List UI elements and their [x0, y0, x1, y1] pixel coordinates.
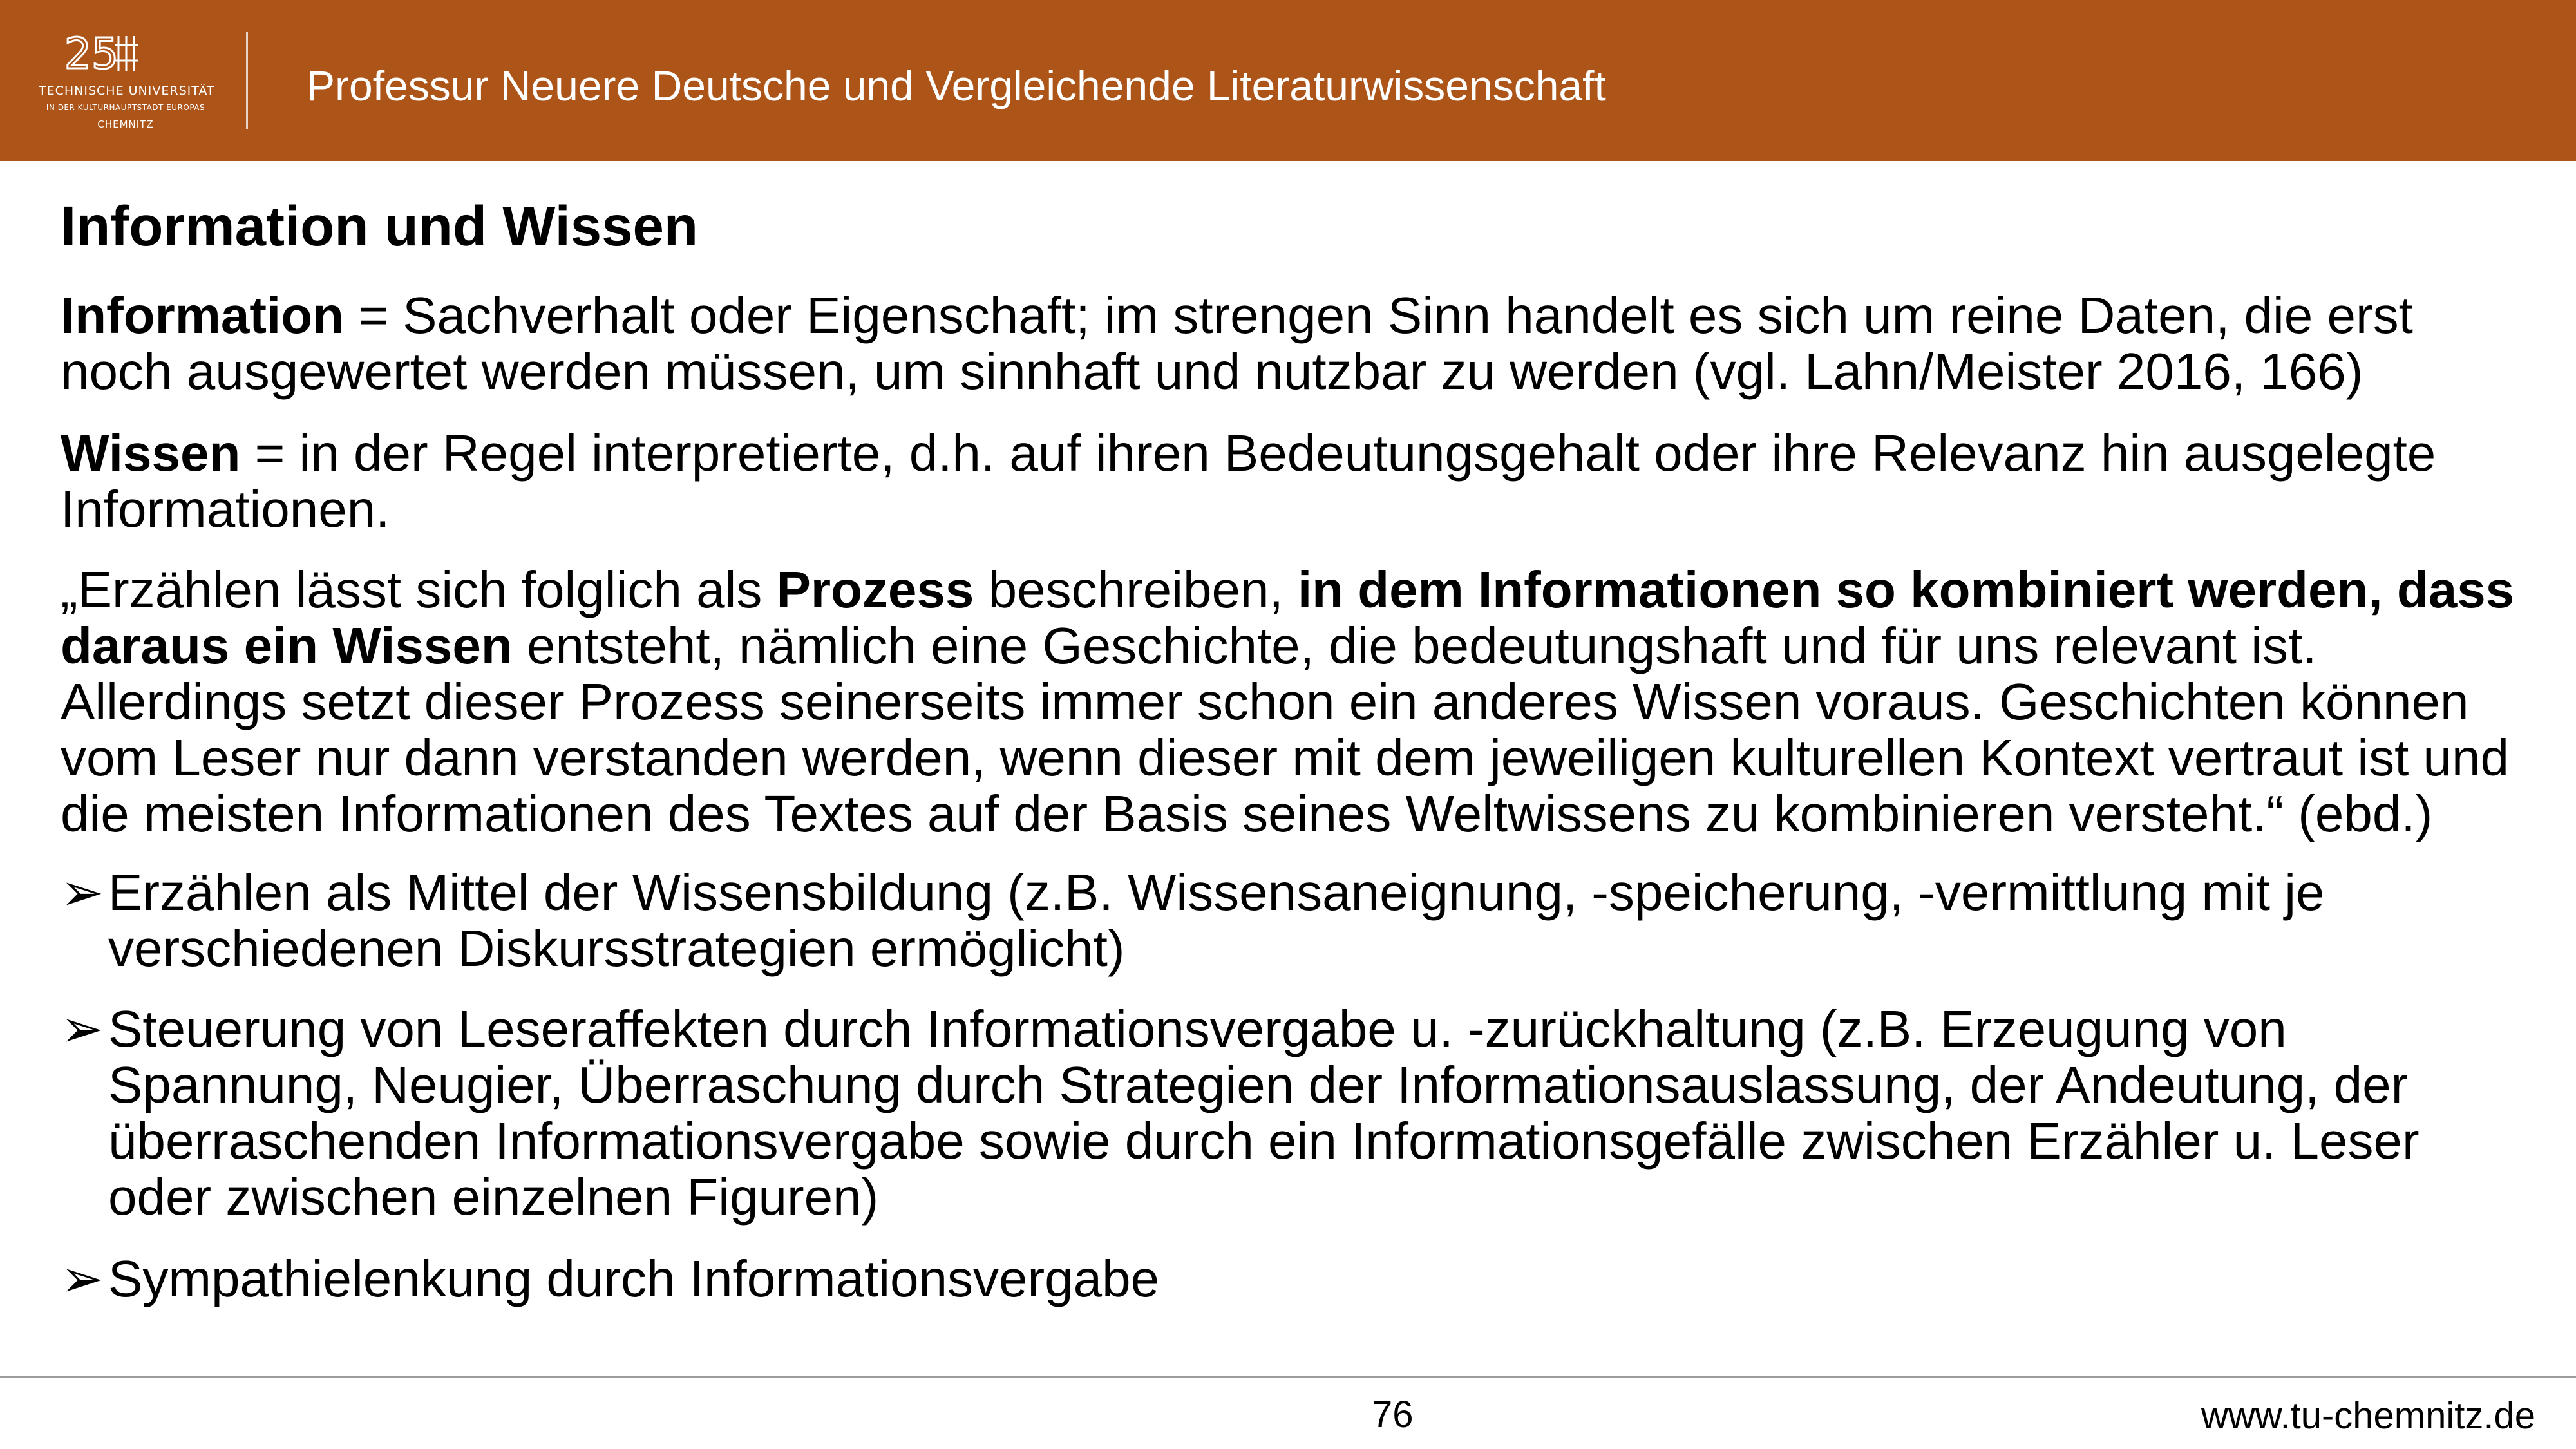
bullet-text: Steuerung von Leseraffekten durch Informationsvergabe u. -zurückhaltung (z.B. Erzeugung von Spannung, Neugier, Überraschung durch Strategien der Informationsauslassung, der Andeutung, der überraschenden Informationsvergabe sowie durch ein Informationsgefälle zwischen Erzähler u. Leser oder zwischen einzelnen Figuren) [108, 1000, 2420, 1226]
logo-line-kulturhauptstadt: IN DER KULTURHAUPTSTADT EUROPAS [46, 103, 205, 112]
bullet-text: Erzählen als Mittel der Wissensbildung (z.B. Wissensaneignung, -speicherung, -vermittlung mit je verschiedenen Diskursstrategien ermöglicht) [108, 864, 2325, 977]
paragraph-information [61, 287, 2527, 399]
page-number: 76 [1372, 1394, 1414, 1435]
arrow-bullet-icon: ➢ [61, 1000, 104, 1057]
paragraph-wissen [61, 425, 2527, 537]
header-divider [246, 32, 248, 129]
slide-title: Information und Wissen [61, 195, 699, 258]
arrow-bullet-icon: ➢ [61, 864, 104, 921]
logo-mark-text: 25 [64, 30, 118, 76]
term-wissen: Wissen [61, 424, 241, 482]
footer-divider [0, 1376, 2576, 1378]
quote-bold-prozess: Prozess [776, 561, 974, 618]
header-title: Professur Neuere Deutsche und Vergleichende Literaturwissenschaft [307, 62, 1606, 109]
quote-bold-kombination: in dem Informationen so kombiniert werden, dass daraus ein Wissen [61, 561, 2515, 674]
bullet-text: Sympathielenkung durch Informationsvergabe [108, 1250, 1160, 1307]
university-logo [39, 30, 213, 139]
definition-information: = Sachverhalt oder Eigenschaft; im strengen Sinn handelt es sich um reine Daten, die erst noch ausgewertet werden müssen, um sinnhaft und nutzbar zu werden (vgl. Lahn/Meister 2016, 166) [61, 287, 2413, 400]
logo-mark-icon [64, 30, 180, 76]
bullet-item [61, 1001, 2527, 1225]
bullet-item [61, 1251, 2527, 1307]
logo-line-chemnitz: CHEMNITZ [97, 118, 154, 130]
quote-paragraph [61, 562, 2527, 842]
arrow-bullet-icon: ➢ [61, 1250, 104, 1307]
bullet-item [61, 864, 2527, 976]
definition-wissen: = in der Regel interpretierte, d.h. auf ihren Bedeutungsgehalt oder ihre Relevanz hin ausgelegte Informationen. [61, 424, 2436, 538]
footer-url: www.tu-chemnitz.de [2201, 1395, 2535, 1437]
term-information: Information [61, 287, 344, 344]
quote-text-1: „Erzählen lässt sich folglich als [61, 561, 777, 618]
header-bar [0, 0, 2576, 161]
quote-text-2: beschreiben, [974, 561, 1298, 618]
logo-line-university: TECHNISCHE UNIVERSITÄT [39, 84, 215, 98]
quote-text-3: entsteht, nämlich eine Geschichte, die bedeutungshaft und für uns relevant ist. Allerdings setzt dieser Prozess seinerseits immer schon ein anderes Wissen voraus. Geschichten können vom Leser nur dann verstanden werden, wenn dieser mit dem jeweiligen kulturellen Kontext vertraut ist und die meisten Informationen des Textes auf der Basis seines Weltwissens zu kombinieren versteht.“ (ebd.) [61, 617, 2510, 842]
